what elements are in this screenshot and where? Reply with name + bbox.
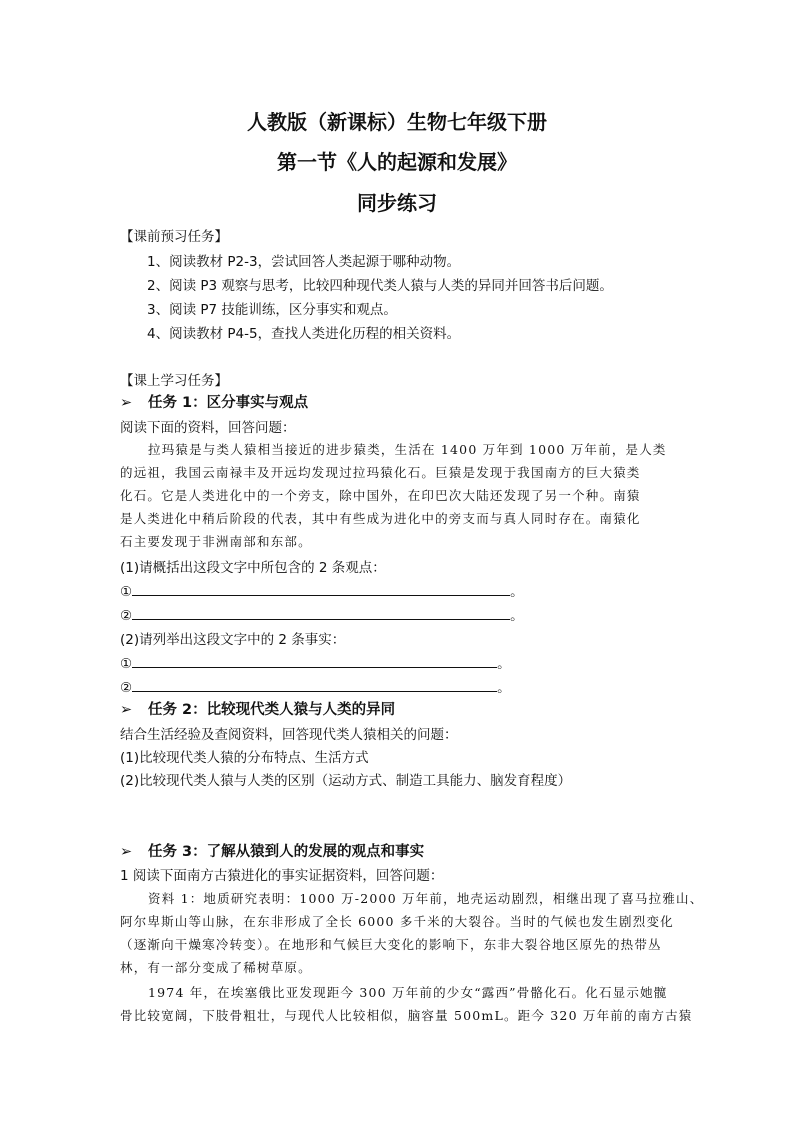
task2-question: (1)比较现代类人猿的分布特点、生活方式 (120, 750, 369, 766)
doc-title: 人教版（新课标）生物七年级下册 (247, 110, 547, 134)
preview-item: 2、阅读 P3 观察与思考，比较四种现代类人猿与人类的异同并回答书后问题。 (147, 278, 613, 294)
task1-question1: (1)请概括出这段文字中所包含的 2 条观点： (120, 560, 386, 576)
doc-section-title: 第一节《人的起源和发展》 (277, 150, 517, 174)
answer-line[interactable]: ① 。 (120, 584, 524, 600)
preview-item: 3、阅读 P7 技能训练，区分事实和观点。 (147, 302, 397, 318)
preview-item: 1、阅读教材 P2-3，尝试回答人类起源于哪种动物。 (147, 254, 461, 270)
task1-passage-line: 石主要发现于非洲南部和东部。 (120, 534, 312, 549)
task3-heading: ➢ 任务 3：了解从猿到人的发展的观点和事实 (120, 844, 425, 860)
task2-question: (2)比较现代类人猿与人类的区别（运动方式、制造工具能力、脑发育程度） (120, 773, 572, 789)
answer-line[interactable]: ② 。 (120, 608, 524, 624)
task3-passage-line: 骨比较宽阔，下肢骨粗壮，与现代人比较相似，脑容量 500mL。距今 320 万年前的南方古猿 (120, 1008, 693, 1023)
task2-instruction: 结合生活经验及查阅资料，回答现代类人猿相关的问题： (120, 727, 458, 743)
task1-heading: ➢ 任务 1：区分事实与观点 (120, 395, 309, 411)
task1-passage-line: 是人类进化中稍后阶段的代表，其中有些成为进化中的旁支而与真人同时存在。南猿化 (120, 511, 641, 526)
task3-passage-line: （逐渐向干燥寒冷转变）。在地形和气候巨大变化的影响下，东非大裂谷地区原先的热带丛 (120, 937, 662, 952)
doc-subtitle: 同步练习 (357, 191, 437, 215)
class-heading: 【课上学习任务】 (120, 373, 228, 389)
task3-instruction: 1 阅读下面南方古猿进化的事实证据资料，回答问题： (120, 868, 444, 884)
task3-passage-line: 阿尔卑斯山等山脉，在东非形成了全长 6000 多千米的大裂谷。当时的气候也发生剧烈变化 (120, 914, 674, 929)
task3-passage-line: 林，有一部分变成了稀树草原。 (120, 960, 312, 975)
arrow-bullet-icon: ➢ (120, 395, 133, 411)
task1-question2: (2)请列举出这段文字中的 2 条事实： (120, 632, 346, 648)
preview-heading: 【课前预习任务】 (120, 229, 228, 245)
answer-line[interactable]: ② 。 (120, 680, 511, 696)
answer-line[interactable]: ① 。 (120, 656, 511, 672)
task1-instruction: 阅读下面的资料，回答问题： (120, 420, 296, 436)
task3-passage-line: 资料 1：地质研究表明：1000 万-2000 万年前，地壳运动剧烈，相继出现了喜马拉雅山、 (148, 891, 704, 906)
arrow-bullet-icon: ➢ (120, 702, 133, 718)
task1-passage-line: 的远祖，我国云南禄丰及开远均发现过拉玛猿化石。巨猿是发现于我国南方的巨大猿类 (120, 465, 641, 480)
task2-heading: ➢ 任务 2：比较现代类人猿与人类的异同 (120, 702, 396, 718)
task3-passage-line: 1974 年，在埃塞俄比亚发现距今 300 万年前的少女“露西”骨骼化石。化石显示她髋 (148, 985, 668, 1000)
task1-passage-line: 拉玛猿是与类人猿相当接近的进步猿类，生活在 1400 万年到 1000 万年前，是人类 (148, 442, 667, 457)
task1-passage-line: 化石。它是人类进化中的一个旁支，除中国外，在印巴次大陆还发现了另一个种。南猿 (120, 488, 641, 503)
preview-item: 4、阅读教材 P4-5，查找人类进化历程的相关资料。 (147, 326, 461, 342)
arrow-bullet-icon: ➢ (120, 844, 133, 860)
